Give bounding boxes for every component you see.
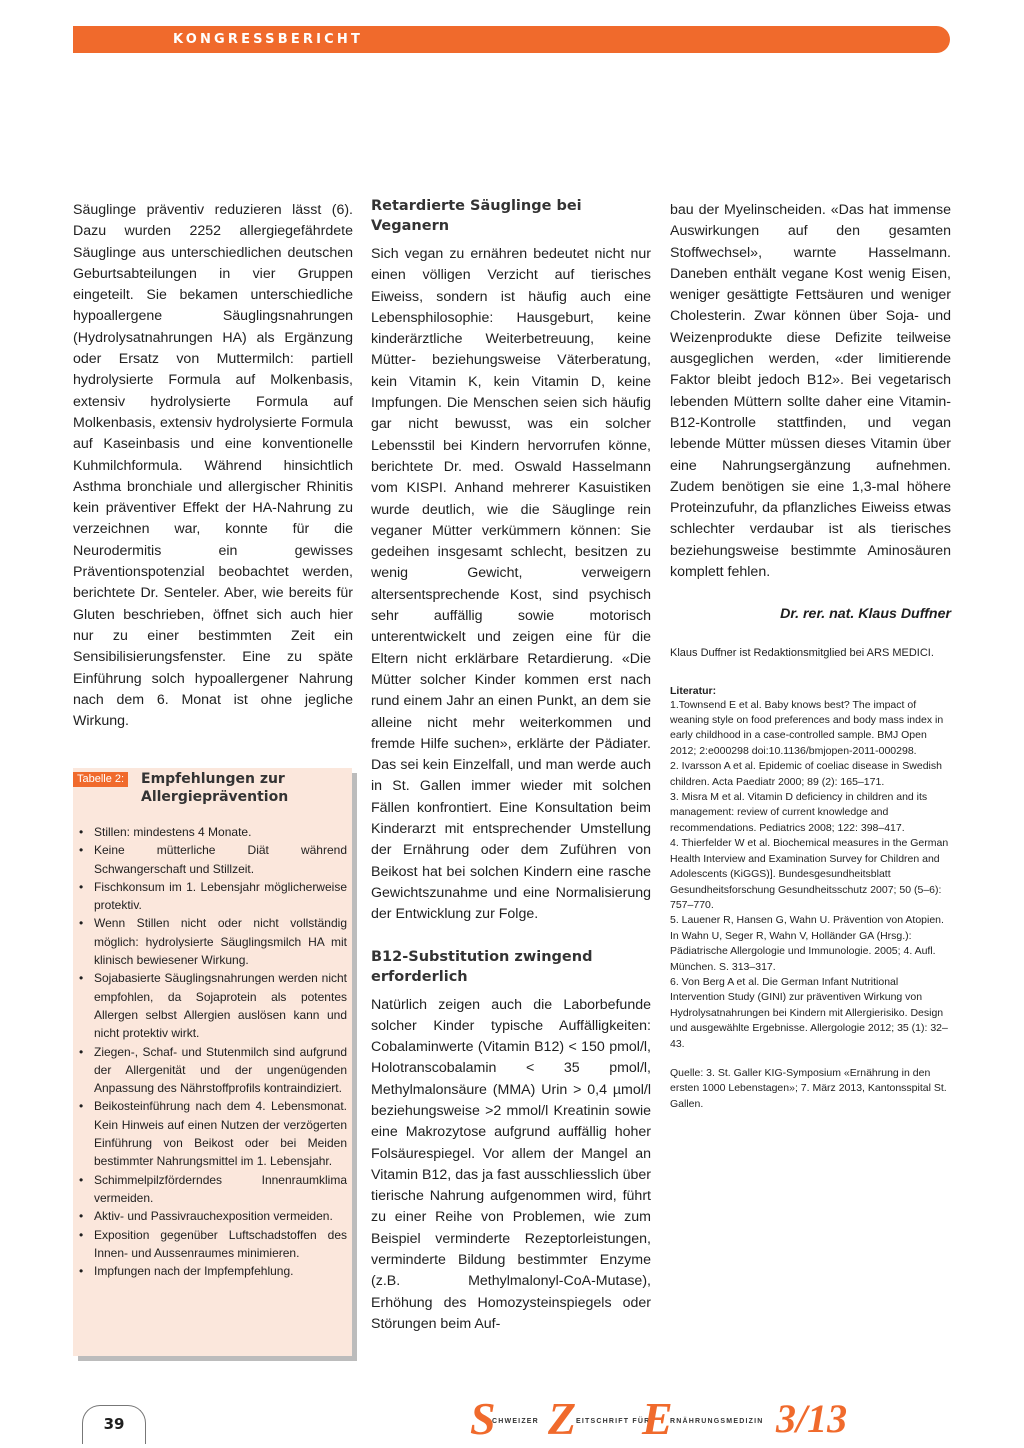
body-paragraph: Säuglinge präventiv reduzieren lässt (6). Dazu wurden 2252 allergiegefährdete Säuglinge aus unterschiedlichen deutschen Geburtsabteilungen in vier Gruppen eingeteilt. Sie bekamen unterschiedliche hypoallergene Säuglingsnahrungen (Hydrolysatnahrungen HA) als Ergänzung oder Ersatz von Muttermilch: partiell hydrolysierte Formula auf Molkenbasis, extensiv hydrolysierte Formula auf Molkenbasis, extensiv hydrolysierte Formula auf Kaseinbasis und eine konventionelle Kuhmilchformula. Während hinsichtlich Asthma bronchiale und allergischer Rhinitis kein präventiver Effekt der HA-Nahrung zu verzeichnen war, konnte für die Neurodermitis ein gewisses Präventionspotenzial beobachtet werden, berichtete Dr. Senteler. Aber, wie bereits für Gluten beschrieben, öffnet sich auch hier nur zu einer bestimmten Zeit ein Sensibilisierungsfenster. Eine zu späte Einführung solch hypoallergener Nahrung nach dem 6. Monat ist ohne jegliche Wirkung. (73, 202, 353, 730)
list-item: • Schimmelpilzförderndes Innenraumklima vermeiden. (79, 1171, 347, 1208)
list-item: • Exposition gegenüber Luftschadstoffen des Innen- und Aussenraumes minimieren. (79, 1226, 347, 1263)
body-paragraph: bau der Myelinscheiden. «Das hat immense Auswirkungen auf den gesamten Stoffwechsel», warnte Hasselmann. Daneben enthält vegane Kost wenig Eisen, weniger gesättigte Fettsäuren und weniger Cholesterin. Zwar können über Soja- und Weizenprodukte diese Defizite teilweise ausgeglichen werden, «der limitierende Faktor bleibt jedoch B12». Bei vegetarisch lebenden Müttern sollte daher eine Vitamin-B12-Kontrolle stattfinden, und vegan lebende Mütter müssen dieses Vitamin über eine Nahrungsergänzung aufnehmen. Zudem benötigen sie eine 1,3-mal höhere Proteinzufuhr, da pflanzliches Eiweiss etwas schlechter verdaubar ist als tierisches beziehungsweise bestimmte Aminosäuren komplett fehlen. (670, 202, 951, 581)
journal-letter: S (470, 1393, 496, 1444)
reference-item: 1.Townsend E et al. Baby knows best? The impact of weaning style on food preferences and body mass index in early childhood in a case-controlled sample. BMJ Open 2012; 2:e000298 doi:10.1136/bmjopen-2011-000298. (670, 698, 944, 757)
issue-number: 3/13 (776, 1396, 848, 1441)
journal-word: RNÄHRUNGSMEDIZIN (670, 1418, 764, 1425)
table-label: Tabelle 2: (73, 772, 128, 787)
table-title: Empfehlungen zur Allergieprävention (141, 771, 289, 805)
recommendations-table-box (73, 768, 352, 1356)
journal-title (470, 1393, 950, 1444)
column-right (670, 200, 951, 1112)
journal-letter: Z (548, 1393, 577, 1444)
column-left (73, 200, 353, 732)
recommendations-list (79, 823, 347, 1280)
list-item: • Aktiv- und Passivrauchexposition vermeiden. (79, 1207, 347, 1225)
journal-word: CHWEIZER (492, 1418, 539, 1425)
author-note: Klaus Duffner ist Redaktionsmitglied bei ARS MEDICI. (670, 646, 934, 659)
body-paragraph: Natürlich zeigen auch die Laborbefunde solcher Kinder typische Auffälligkeiten: Cobalaminwerte (Vitamin B12) < 150 pmol/l, Holotranscobalamin < 35 pmol/l, Methylmalonsäure (MMA) Urin > 0,4 µmol/l beziehungsweise >2 mmol/l Kreatinin sowie eine Makrozytose aufgrund auffällig hoher Folsäurespiegel. Vor allem der Mangel an Vitamin B12, das ja fast ausschliesslich über tierische Nahrung aufgenommen wird, führt zu einer Reihe von Problemen, wie zum Beispiel verminderte Rezeptorleistungen, verminderte Bildung bestimmter Enzyme (z.B. Methylmalonyl-CoA-Mutase), Erhöhung des Homozysteinspiegels oder Störungen beim Auf- (371, 996, 651, 1332)
list-item: • Beikosteinführung nach dem 4. Lebensmonat. Kein Hinweis auf einen Nutzen der verzögerten Einführung von Beikost oder bei Meiden bestimmter Nahrungsmittel im 1. Lebensjahr. (79, 1097, 347, 1170)
list-item: • Stillen: mindestens 4 Monate. (79, 823, 347, 841)
author-signature: Dr. rer. nat. Klaus Duffner (780, 606, 951, 623)
page-number: 39 (82, 1405, 146, 1444)
list-item: • Wenn Stillen nicht oder nicht vollständig möglich: hydrolysierte Säuglingsmilch HA mit klinisch bewiesener Wirkung. (79, 914, 347, 969)
list-item: • Sojabasierte Säuglingsnahrungen werden nicht empfohlen, da Sojaprotein als potentes Allergen selbst Allergien auslösen kann und nicht protektiv wirkt. (79, 969, 347, 1042)
references-list (670, 698, 951, 1052)
journal-letter: E (642, 1393, 673, 1444)
journal-word: EITSCHRIFT FÜR (576, 1418, 651, 1425)
list-item: • Fischkonsum im 1. Lebensjahr möglicherweise protektiv. (79, 878, 347, 915)
section-header-bar (73, 26, 950, 53)
section-label: KONGRESSBERICHT (173, 32, 364, 47)
list-item: • Ziegen-, Schaf- und Stutenmilch sind aufgrund der Allergenität und der ungenügenden Anpassung des Nährstoffprofils kontraindiziert. (79, 1043, 347, 1098)
references-title: Literatur: (670, 684, 717, 697)
reference-item: 3. Misra M et al. Vitamin D deficiency in children and its management: review of current knowledge and recommendations. Pediatrics 2008; 122: 398–417. (670, 791, 928, 834)
reference-item: 6. Von Berg A et al. Die German Infant Nutritional Intervention Study (GINI) zur präventiven Wirkung von Hydrolysatnahrungen bei Kindern mit Allergierisiko. Design und ausgewählte Ergebnisse. Allergologie 2012; 35 (1): 32–43. (670, 975, 948, 1050)
section-heading: B12-Substitution zwingend erforderlich (371, 948, 593, 985)
reference-item: 2. Ivarsson A et al. Epidemic of coeliac disease in Swedish children. Acta Paediatr 2000; 89 (2): 165–171. (670, 760, 942, 788)
reference-item: 4. Thierfelder W et al. Biochemical measures in the German Health Interview and Examination Survey for Children and Adolescents (KiGGS)]. Bundesgesundheitsblatt Gesundheitsforschung Gesundheitsschutz 2007; 50 (5–6): 757–770. (670, 837, 949, 911)
list-item: • Keine mütterliche Diät während Schwangerschaft und Stillzeit. (79, 841, 347, 878)
list-item: • Impfungen nach der Impfempfehlung. (79, 1262, 347, 1280)
section-heading: Retardierte Säuglinge bei Veganern (371, 198, 582, 234)
source-note: Quelle: 3. St. Galler KIG-Symposium «Ernährung in den ersten 1000 Lebenstagen»; 7. März 2013, Kantonsspital St. Gallen. (670, 1066, 947, 1110)
body-paragraph: Sich vegan zu ernähren bedeutet nicht nur einen völligen Verzicht auf tierisches Eiweiss, sondern ist häufig auch eine Lebensphilosophie: Hausgeburt, keine kinderärztliche Weiterbetreuung, keine Mütter- beziehungsweise Väterberatung, kein Vitamin K, kein Vitamin D, keine Impfungen. Die Menschen seien sich häufig gar nicht bewusst, was ein solcher Lebensstil bei Kindern hervorrufen könne, berichtete Dr. med. Oswald Hasselmann vom KISPI. Anhand mehrerer Kasuistiken wurde deutlich, wie die Säuglinge rein veganer Mütter verkümmern können: Sie gedeihen insgesamt schlecht, besitzen zu wenig Gewicht, verweigern altersentsprechende Kost, sind psychisch sehr auffällig sowie motorisch unterentwickelt und zeigen eine für die Eltern nicht erklärbare Retardierung. «Die Mütter solcher Kinder kommen erst nach rund einem Jahr an einen Punkt, an dem sie alleine nicht mehr weiterkommen und fremde Hilfe suchen», erklärte der Pädiater. Das sei kein Einzelfall, und man werde auch in St. Gallen immer wieder mit solchen Fällen konfrontiert. Eine Konsultation beim Kinderarzt mit entsprechender Umstellung der Ernährung oder dem Zuführen von Beikost hat bei solchen Kindern eine rasche Gewichtszunahme und eine Normalisierung der Entwicklung zur Folge. (371, 246, 651, 923)
column-middle (371, 196, 651, 1335)
reference-item: 5. Lauener R, Hansen G, Wahn U. Prävention von Atopien. In Wahn U, Seger R, Wahn V, Holländer GA (Hrsg.): Pädiatrische Allergologie und Immunologie. 2005; 4. Aufl. München. S. 313–317. (670, 914, 944, 973)
